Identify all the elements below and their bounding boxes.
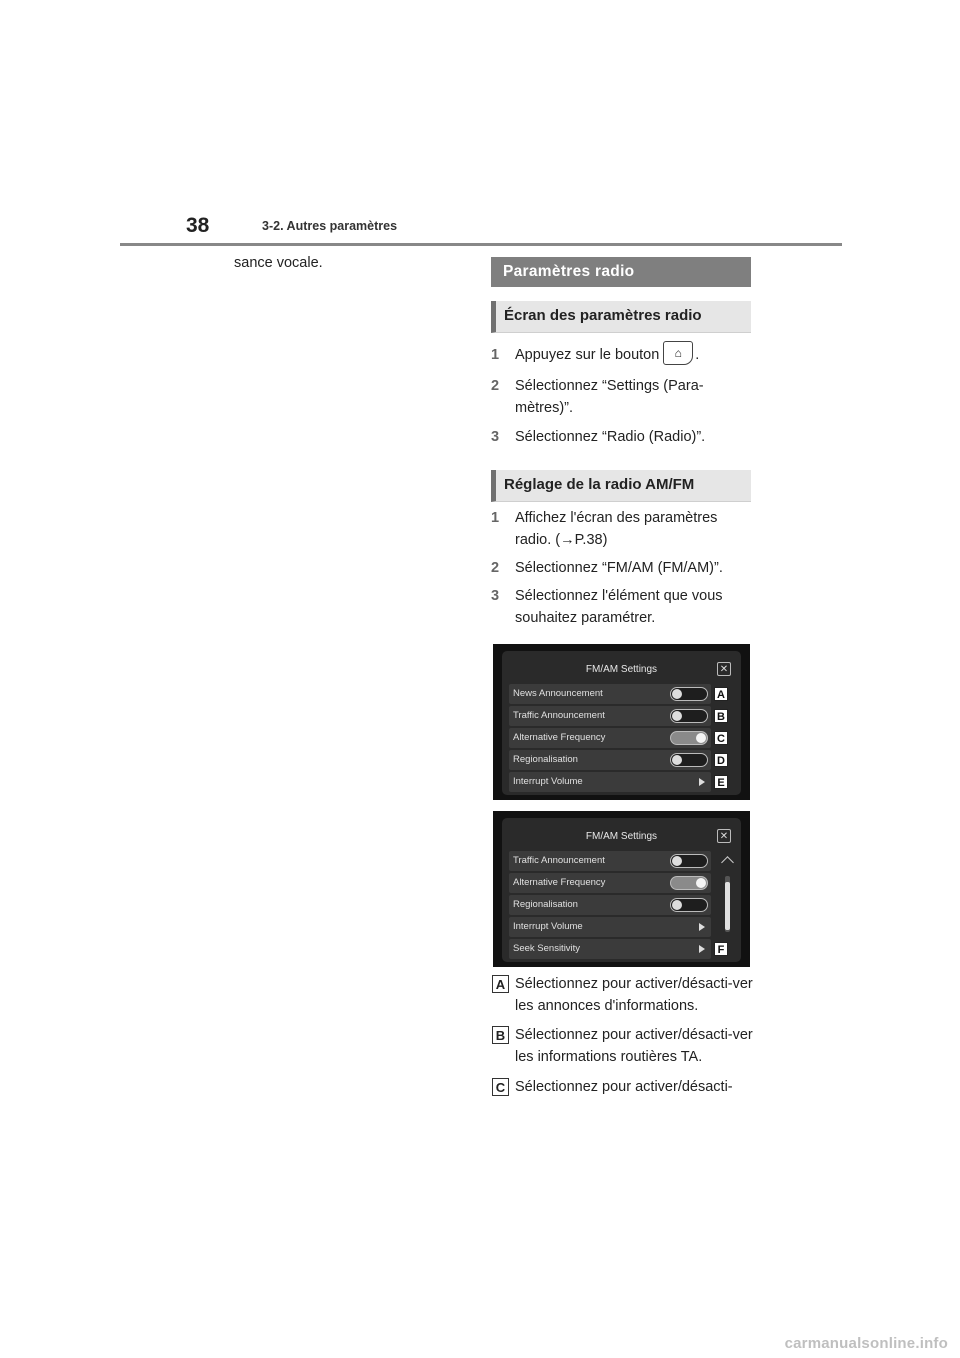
- step-text: Sélectionnez “Radio (Radio)”.: [515, 429, 706, 445]
- row-label: Traffic Announcement: [513, 855, 605, 866]
- section-title: 3-2. Autres paramètres: [262, 219, 398, 233]
- chevron-up-icon[interactable]: [721, 856, 734, 869]
- chevron-right-icon: [699, 923, 705, 931]
- chevron-right-icon: [699, 778, 705, 786]
- description-text: Sélectionnez pour activer/désacti-ver les annonces d'informations.: [515, 976, 753, 1014]
- page-number: 38: [186, 214, 210, 237]
- row-label: Alternative Frequency: [513, 877, 606, 888]
- left-column-text: sance vocale.: [234, 255, 323, 271]
- row-label: Regionalisation: [513, 754, 578, 765]
- screen-2: [493, 811, 750, 967]
- step-text-end: .: [695, 347, 700, 363]
- row-label: Interrupt Volume: [513, 921, 583, 932]
- step-text: Affichez l'écran des paramètres radio. (→P.38): [515, 510, 718, 548]
- row-label: Traffic Announcement: [513, 710, 605, 721]
- screen-1: [493, 644, 750, 800]
- home-icon: ⌂: [663, 341, 693, 365]
- step-2: [491, 375, 753, 419]
- toggle-switch[interactable]: [670, 876, 708, 890]
- toggle-switch[interactable]: [670, 709, 708, 723]
- dialog-title: FM/AM Settings: [585, 664, 658, 675]
- amfm-step-2: [491, 557, 753, 579]
- header-rule: [120, 243, 842, 246]
- settings-dialog: [502, 818, 741, 962]
- callout: E: [714, 775, 728, 789]
- description-text: Sélectionnez pour activer/désacti-ver les informations routières TA.: [515, 1027, 753, 1065]
- toggle-switch[interactable]: [670, 854, 708, 868]
- row-label: Seek Sensitivity: [513, 943, 581, 954]
- description-b: [492, 1024, 754, 1068]
- row-traffic-announcement[interactable]: [509, 851, 711, 871]
- radio-settings-banner: Paramètres radio: [491, 257, 751, 287]
- dialog-title: FM/AM Settings: [585, 831, 658, 842]
- step-number: 2: [491, 560, 500, 576]
- close-button[interactable]: ✕: [717, 662, 731, 676]
- callout-mark: A: [492, 975, 509, 993]
- row-interrupt-volume[interactable]: [509, 772, 711, 792]
- callout: D: [714, 753, 728, 767]
- close-button[interactable]: ✕: [717, 829, 731, 843]
- callout: A: [714, 687, 728, 701]
- callout-mark: C: [492, 1078, 509, 1096]
- row-alternative-frequency[interactable]: [509, 873, 711, 893]
- screen-heading: Écran des paramètres radio: [491, 301, 751, 333]
- scrollbar-thumb[interactable]: [725, 882, 730, 930]
- step-number: 1: [491, 347, 500, 363]
- row-label: Regionalisation: [513, 899, 578, 910]
- settings-dialog: [502, 651, 741, 795]
- amfm-heading: Réglage de la radio AM/FM: [491, 470, 751, 502]
- amfm-step-1: [491, 507, 753, 551]
- row-label: Alternative Frequency: [513, 732, 606, 743]
- row-regionalisation[interactable]: [509, 750, 711, 770]
- step-3: [491, 426, 753, 448]
- step-number: 3: [491, 588, 500, 604]
- step-text: Sélectionnez “FM/AM (FM/AM)”.: [515, 560, 723, 576]
- step-number: 2: [491, 378, 500, 394]
- watermark: carmanualsonline.info: [784, 1335, 948, 1352]
- callout: F: [714, 942, 728, 956]
- row-traffic-announcement[interactable]: [509, 706, 711, 726]
- callout-mark: B: [492, 1026, 509, 1044]
- step-number: 1: [491, 510, 500, 526]
- scrollbar[interactable]: [725, 876, 730, 932]
- row-label: News Announcement: [513, 688, 603, 699]
- toggle-switch[interactable]: [670, 898, 708, 912]
- row-label: Interrupt Volume: [513, 776, 583, 787]
- chevron-right-icon: [699, 945, 705, 953]
- row-news-announcement[interactable]: [509, 684, 711, 704]
- row-seek-sensitivity[interactable]: [509, 939, 711, 959]
- description-text: Sélectionnez pour activer/désacti-: [515, 1079, 733, 1095]
- toggle-switch[interactable]: [670, 731, 708, 745]
- description-a: [492, 973, 754, 1017]
- row-alternative-frequency[interactable]: [509, 728, 711, 748]
- step-text: Sélectionnez l'élément que vous souhaitez paramétrer.: [515, 588, 723, 626]
- description-c: [492, 1076, 754, 1098]
- callout: C: [714, 731, 728, 745]
- row-regionalisation[interactable]: [509, 895, 711, 915]
- toggle-switch[interactable]: [670, 687, 708, 701]
- step-text: Appuyez sur le bouton: [515, 347, 660, 363]
- row-interrupt-volume[interactable]: [509, 917, 711, 937]
- callout: B: [714, 709, 728, 723]
- step-text: Sélectionnez “Settings (Para-mètres)”.: [515, 378, 704, 416]
- step-number: 3: [491, 429, 500, 445]
- amfm-step-3: [491, 585, 753, 629]
- step-1: [491, 344, 753, 366]
- toggle-switch[interactable]: [670, 753, 708, 767]
